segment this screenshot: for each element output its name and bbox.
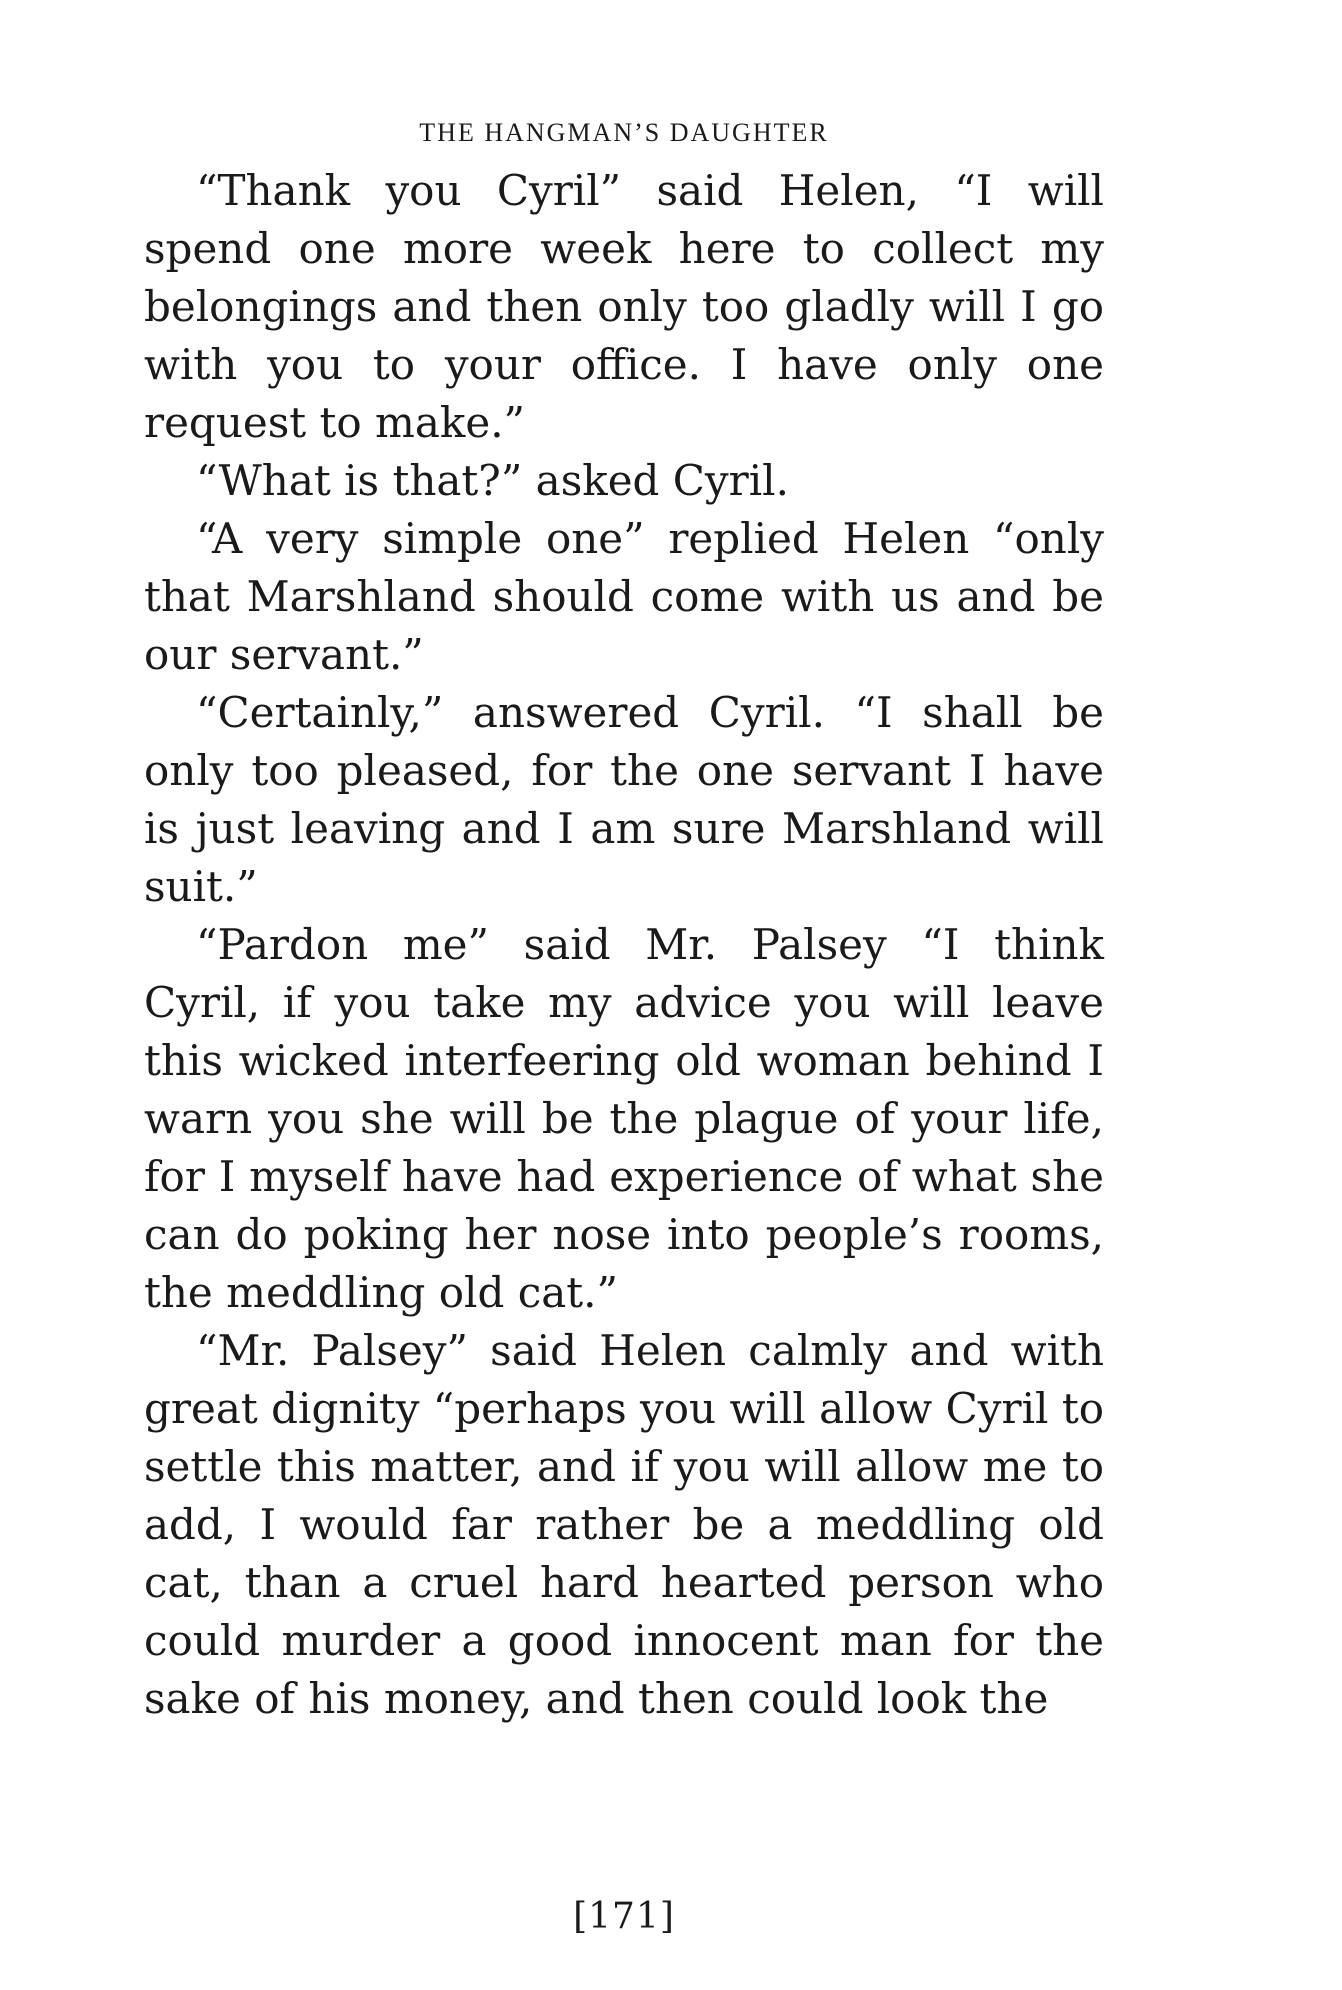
running-head: THE HANGMAN’S DAUGHTER	[419, 118, 829, 147]
paragraph: “Pardon me” said Mr. Palsey “I think Cyril, if you take my advice you will leave this wicked interfeering old woman behind I warn you she will be the plague of your life, for I myself have had experience of what she can do poking her nose into people’s rooms, the meddling old cat.”	[144, 920, 1104, 1317]
page-number: [171]	[573, 1896, 675, 1937]
paragraph: “Thank you Cyril” said Helen, “I will spend one more week here to collect my belongings and then only too gladly will I go with you to your office. I have only one request to make.”	[144, 166, 1104, 447]
paragraph: “What is that?” asked Cyril.	[196, 456, 789, 505]
body-text	[144, 162, 1104, 1728]
paragraph: “A very simple one” replied Helen “only that Marshland should come with us and be our servant.”	[144, 514, 1104, 679]
book-page	[144, 118, 1104, 1937]
paragraph: “Mr. Palsey” said Helen calmly and with great dignity “perhaps you will allow Cyril to settle this matter, and if you will allow me to add, I would far rather be a meddling old cat, than a cruel hard hearted person who could murder a good innocent man for the sake of his money, and then could look the	[144, 1326, 1104, 1723]
paragraph: “Certainly,” answered Cyril. “I shall be only too pleased, for the one servant I have is just leaving and I am sure Marshland will suit.”	[144, 688, 1104, 911]
